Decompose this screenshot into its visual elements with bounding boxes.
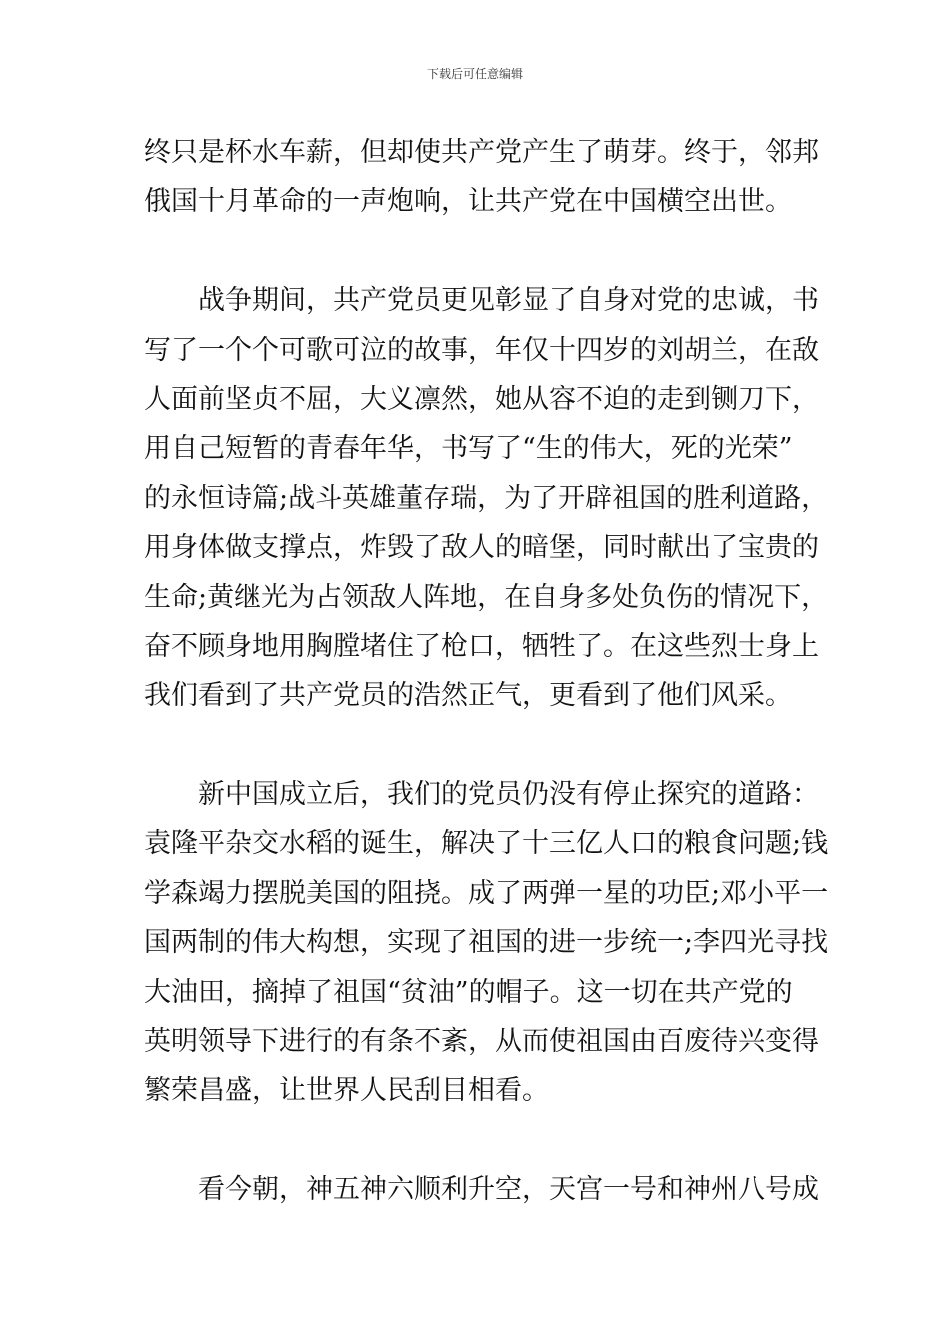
- paragraph-gap: [144, 227, 808, 276]
- text-line: 我们看到了共产党员的浩然正气，更看到了他们风采。: [144, 680, 792, 712]
- paragraph: [144, 128, 819, 227]
- paragraph-gap: [144, 1116, 808, 1165]
- text-line: 繁荣昌盛，让世界人民刮目相看。: [144, 1075, 549, 1107]
- text-line: 国两制的伟大构想，实现了祖国的进一步统一;李四光寻找: [144, 927, 829, 959]
- text-line: 的永恒诗篇;战斗英雄董存瑞，为了开辟祖国的胜利道路，: [144, 482, 829, 514]
- text-line: 大油田，摘掉了祖国“贫油”的帽子。这一切在共产党的: [144, 976, 793, 1008]
- text-line: 用身体做支撑点，炸毁了敌人的暗堡，同时献出了宝贵的: [144, 532, 819, 564]
- paragraph: [144, 770, 829, 1116]
- text-line: 写了一个个可歌可泣的故事，年仅十四岁的刘胡兰，在敌: [144, 334, 819, 366]
- text-line: 俄国十月革命的一声炮响，让共产党在中国横空出世。: [144, 186, 792, 218]
- text-line: 袁隆平杂交水稻的诞生，解决了十三亿人口的粮食问题;钱: [144, 828, 829, 860]
- paragraph-gap: [144, 721, 808, 770]
- text-line: 英明领导下进行的有条不紊，从而使祖国由百废待兴变得: [144, 1026, 819, 1058]
- text-line: 终只是杯水车薪，但却使共产党产生了萌芽。终于，邻邦: [144, 137, 819, 168]
- text-line: 学森竭力摆脱美国的阻挠。成了两弹一星的功臣;邓小平一: [144, 877, 829, 909]
- paragraph: [144, 1165, 819, 1214]
- text-line: 战争期间，共产党员更见彰显了自身对党的忠诚，书: [198, 285, 819, 317]
- text-line: 新中国成立后，我们的党员仍没有停止探究的道路：: [198, 779, 819, 811]
- page-header: 下载后可任意编辑: [426, 67, 523, 81]
- text-line: 奋不顾身地用胸膛堵住了枪口，牺牲了。在这些烈士身上: [144, 630, 819, 662]
- text-line: 看今朝，神五神六顺利升空，天宫一号和神州八号成: [198, 1174, 819, 1206]
- paragraph: [144, 276, 829, 721]
- text-line: 人面前坚贞不屈，大义凛然，她从容不迫的走到铡刀下，: [144, 383, 819, 415]
- text-line: 生命;黄继光为占领敌人阵地，在自身多处负伤的情况下，: [144, 581, 829, 613]
- document-body: [144, 128, 829, 1215]
- text-line: 用自己短暂的青春年华，书写了“生的伟大，死的光荣”: [144, 433, 793, 465]
